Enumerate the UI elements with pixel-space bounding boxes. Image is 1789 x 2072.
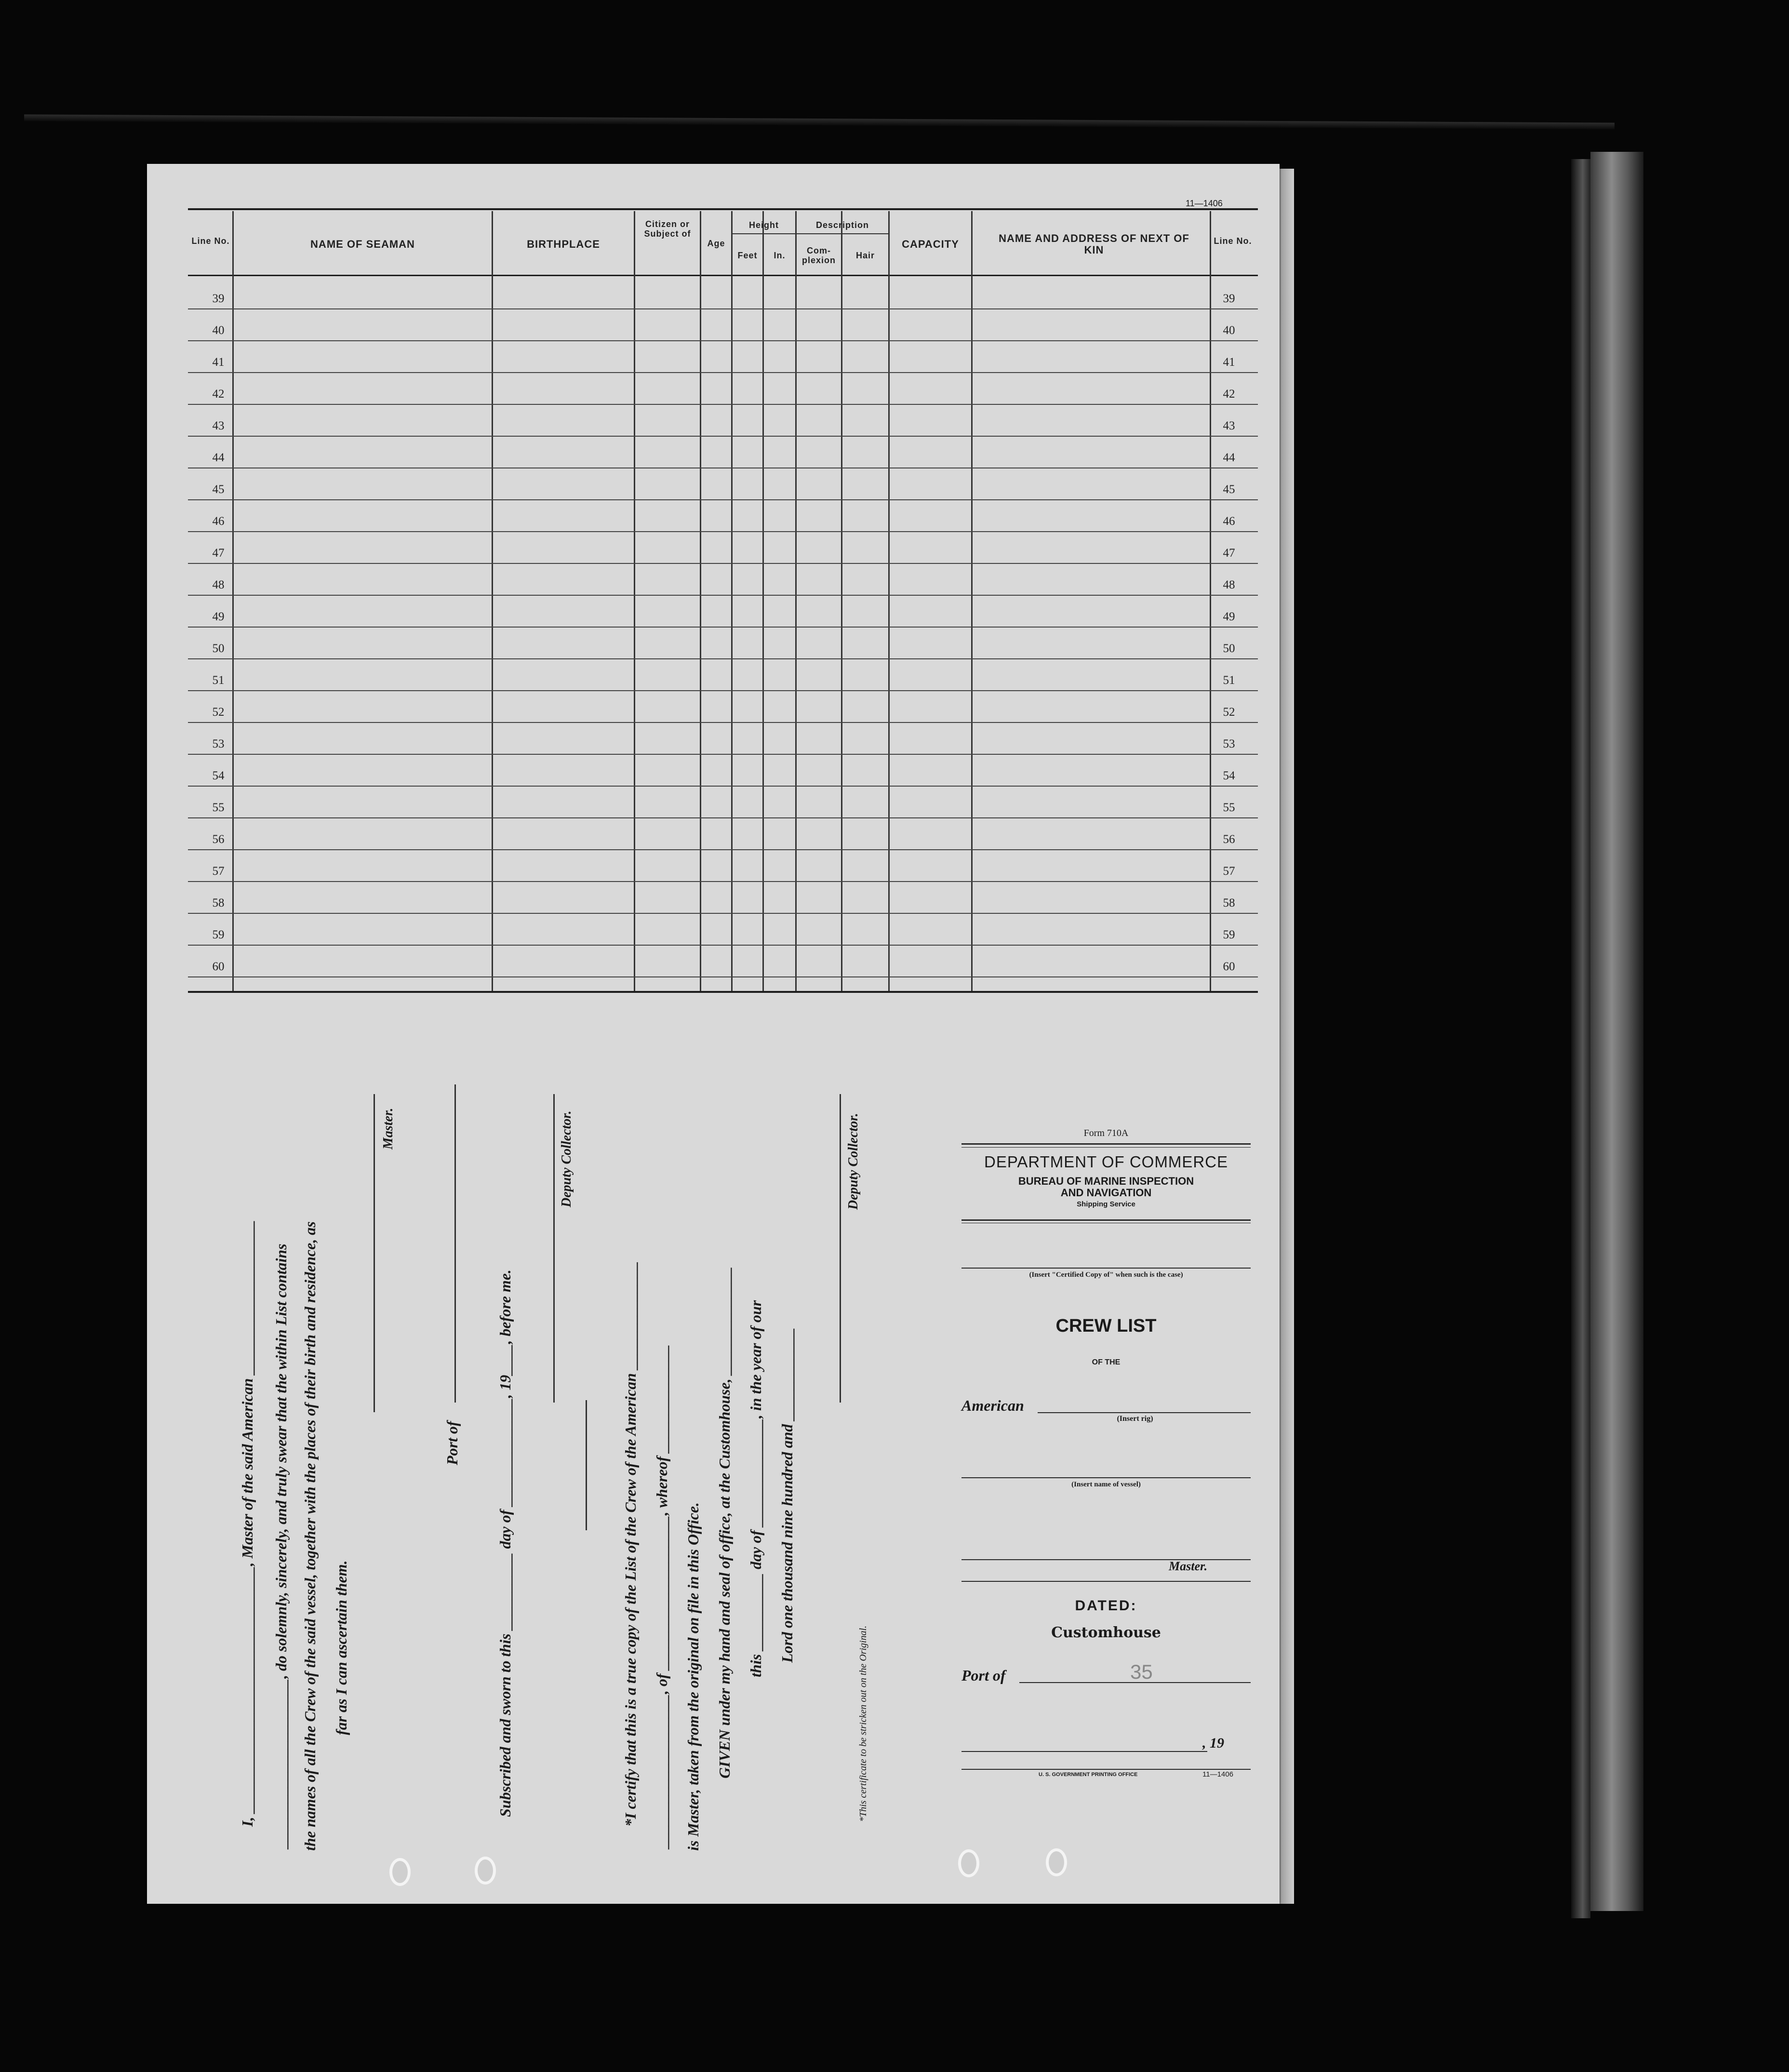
line-number-left: 52 xyxy=(212,706,225,719)
table-row xyxy=(188,436,1258,437)
header-description: Description xyxy=(815,220,869,230)
line-number-left: 57 xyxy=(212,865,225,878)
height-subrule xyxy=(731,233,795,234)
description-subrule xyxy=(795,233,888,234)
table-row xyxy=(188,658,1258,659)
header-age: Age xyxy=(707,239,725,248)
line-number-right: 55 xyxy=(1223,801,1235,814)
line-number-left: 43 xyxy=(212,419,225,432)
cover-insert-rig: (Insert rig) xyxy=(1117,1415,1153,1423)
table-row xyxy=(188,499,1258,500)
certificate-line-6: Lord one thousand nine hundred and ____________ xyxy=(778,1327,796,1663)
line-number-right: 45 xyxy=(1223,483,1235,496)
punch-hole xyxy=(1046,1848,1067,1876)
punch-hole xyxy=(958,1849,979,1877)
table-row xyxy=(188,754,1258,755)
punch-hole xyxy=(389,1858,411,1886)
cover-department: DEPARTMENT OF COMMERCE xyxy=(984,1153,1228,1171)
col-sep xyxy=(492,211,493,991)
line-number-left: 48 xyxy=(212,578,225,591)
header-height: Height xyxy=(749,220,779,230)
table-top-rule xyxy=(188,208,1258,210)
oath-line-2: ______________________, do solemnly, sincerely, and truly swear that the within List contains xyxy=(272,1243,290,1848)
cover-bureau-2: AND NAVIGATION xyxy=(1060,1187,1152,1199)
line-number-right: 39 xyxy=(1223,292,1235,305)
port-line xyxy=(454,1084,456,1403)
divider-line xyxy=(586,1400,587,1530)
certificate-line-1: *I certify that this is a true copy of the List of the Crew of the American ______________ xyxy=(622,1261,639,1827)
table-row xyxy=(188,722,1258,723)
line-number-left: 39 xyxy=(212,292,225,305)
line-number-left: 59 xyxy=(212,928,225,941)
cover-year: , 19 xyxy=(1202,1735,1224,1751)
table-row xyxy=(188,340,1258,341)
line-number-right: 56 xyxy=(1223,833,1235,846)
vessel-line xyxy=(961,1477,1251,1478)
header-bottom-rule xyxy=(188,275,1258,276)
line-number-right: 58 xyxy=(1223,896,1235,909)
table-row xyxy=(188,372,1258,373)
header-citizen: Citizen or Subject of xyxy=(644,219,691,239)
table-row xyxy=(188,531,1258,532)
header-inches: In. xyxy=(774,251,786,260)
certificate-deputy-collector: Deputy Collector. xyxy=(846,1113,861,1210)
cover-rule xyxy=(961,1143,1251,1145)
cover-panel xyxy=(961,1123,1253,1788)
table-row xyxy=(188,913,1258,914)
cover-bureau-1: BUREAU OF MARINE INSPECTION xyxy=(1018,1175,1194,1187)
certified-line xyxy=(961,1268,1251,1269)
oath-port-of: Port of xyxy=(443,1421,461,1465)
line-number-right: 53 xyxy=(1223,737,1235,750)
line-number-right: 54 xyxy=(1223,769,1235,782)
line-number-left: 42 xyxy=(212,388,225,401)
table-row xyxy=(188,404,1258,405)
cover-rule xyxy=(961,1581,1251,1582)
cover-american: American xyxy=(961,1397,1024,1414)
cover-printer: U. S. GOVERNMENT PRINTING OFFICE xyxy=(1039,1772,1138,1778)
table-row xyxy=(188,817,1258,818)
line-number-right: 51 xyxy=(1223,674,1235,687)
line-number-right: 41 xyxy=(1223,356,1235,369)
table-row xyxy=(188,595,1258,596)
certificate-line-2: ____________________, of ____________________, whereof ______________ xyxy=(653,1344,670,1848)
certificate-footnote: *This certificate to be stricken out on the Original. xyxy=(858,1625,868,1822)
cover-rule xyxy=(961,1147,1251,1148)
cover-rule xyxy=(961,1219,1251,1221)
header-feet: Feet xyxy=(737,251,758,260)
table-row xyxy=(188,786,1258,787)
col-sep xyxy=(971,211,973,991)
line-number-right: 47 xyxy=(1223,547,1235,560)
header-birthplace: BIRTHPLACE xyxy=(527,238,600,250)
header-line-no-right: Line No. xyxy=(1214,236,1252,246)
table-row xyxy=(188,881,1258,882)
col-sep xyxy=(731,211,733,991)
deputy-signature-line-2 xyxy=(840,1094,841,1403)
col-sep xyxy=(1210,211,1211,991)
scan-background-edge xyxy=(24,114,1615,129)
line-number-right: 46 xyxy=(1223,515,1235,528)
line-number-right: 43 xyxy=(1223,419,1235,432)
oath-line-3: the names of all the Crew of the said vessel, together with the places of their birth and residence, as xyxy=(301,1221,319,1851)
cover-shipping-service: Shipping Service xyxy=(1077,1200,1135,1208)
line-number-left: 53 xyxy=(212,737,225,750)
header-line-no: Line No. xyxy=(191,236,230,246)
oath-line-1: I, ________________________________, Master of the said American ____________________ xyxy=(239,1220,256,1827)
cover-customhouse: Customhouse xyxy=(1051,1624,1161,1641)
header-name-of-seaman: NAME OF SEAMAN xyxy=(310,238,415,250)
line-number-right: 59 xyxy=(1223,928,1235,941)
cover-insert-vessel: (Insert name of vessel) xyxy=(1071,1481,1141,1488)
form-number-top: 11—1406 xyxy=(1186,199,1223,208)
line-number-left: 60 xyxy=(212,960,225,973)
line-number-left: 50 xyxy=(212,642,225,655)
master-signature-line xyxy=(374,1094,375,1412)
line-number-right: 57 xyxy=(1223,865,1235,878)
line-number-left: 47 xyxy=(212,547,225,560)
table-row xyxy=(188,690,1258,691)
cover-certified-note: (Insert "Certified Copy of" when such is the case) xyxy=(1029,1271,1183,1279)
table-row xyxy=(188,308,1258,309)
line-number-right: 49 xyxy=(1223,610,1235,623)
certificate-line-4: GIVEN under my hand and seal of office, at the Customhouse, ______________ xyxy=(716,1267,733,1778)
cover-title: CREW LIST xyxy=(1055,1316,1157,1336)
paper-shadow xyxy=(1280,169,1294,1904)
line-number-right: 50 xyxy=(1223,642,1235,655)
line-number-right: 48 xyxy=(1223,578,1235,591)
line-number-left: 58 xyxy=(212,896,225,909)
line-number-right: 40 xyxy=(1223,324,1235,337)
certificate-line-5: this __________ day of ______________, in the year of our xyxy=(747,1300,764,1677)
oath-deputy-collector: Deputy Collector. xyxy=(559,1110,574,1207)
header-next-of-kin: NAME AND ADDRESS OF NEXT OF KIN xyxy=(999,232,1189,256)
cover-form-number: Form 710A xyxy=(1083,1128,1129,1138)
book-binding-edge xyxy=(1590,152,1643,1911)
col-sep xyxy=(700,211,701,991)
table-row xyxy=(188,563,1258,564)
header-hair: Hair xyxy=(855,251,875,260)
oath-line-4: far as I can ascertain them. xyxy=(333,1560,350,1735)
cover-bottom-rule xyxy=(961,1769,1251,1770)
book-page-edges xyxy=(1571,159,1590,1918)
col-sep xyxy=(795,211,797,991)
deputy-signature-line-1 xyxy=(553,1094,555,1403)
line-number-right: 52 xyxy=(1223,706,1235,719)
line-number-left: 45 xyxy=(212,483,225,496)
line-number-left: 44 xyxy=(212,451,225,464)
line-number-left: 54 xyxy=(212,769,225,782)
table-row xyxy=(188,976,1258,977)
oath-master-label: Master. xyxy=(381,1108,396,1150)
col-sep xyxy=(762,211,764,991)
rig-line xyxy=(1038,1412,1251,1413)
line-number-left: 41 xyxy=(212,356,225,369)
line-number-right: 44 xyxy=(1223,451,1235,464)
line-number-left: 49 xyxy=(212,610,225,623)
line-number-left: 51 xyxy=(212,674,225,687)
table-row xyxy=(188,627,1258,628)
cover-dated: DATED: xyxy=(1075,1598,1137,1614)
col-sep xyxy=(888,211,890,991)
line-number-left: 55 xyxy=(212,801,225,814)
cover-master: Master. xyxy=(1169,1559,1208,1573)
oath-subscribed: Subscribed and sworn to this __________ day of ______________, 19____, before me. xyxy=(496,1269,514,1817)
line-number-left: 46 xyxy=(212,515,225,528)
table-row xyxy=(188,849,1258,850)
cover-form-number-bottom: 11—1406 xyxy=(1202,1770,1233,1778)
col-sep xyxy=(634,211,635,991)
date-line xyxy=(961,1751,1207,1752)
line-number-right: 42 xyxy=(1223,388,1235,401)
table-bottom-rule xyxy=(188,991,1258,993)
punch-hole xyxy=(475,1857,496,1885)
line-number-left: 40 xyxy=(212,324,225,337)
header-capacity: CAPACITY xyxy=(902,238,959,250)
cover-port-of: Port of xyxy=(961,1667,1006,1684)
line-number-left: 56 xyxy=(212,833,225,846)
line-number-right: 60 xyxy=(1223,960,1235,973)
handwritten-number: 35 xyxy=(1130,1660,1153,1683)
cover-of-the: OF THE xyxy=(1092,1358,1121,1366)
certificate-line-3: is Master, taken from the original on file in this Office. xyxy=(684,1502,702,1851)
header-complexion: Com- plexion xyxy=(801,246,836,265)
col-sep xyxy=(841,211,842,991)
table-row xyxy=(188,945,1258,946)
